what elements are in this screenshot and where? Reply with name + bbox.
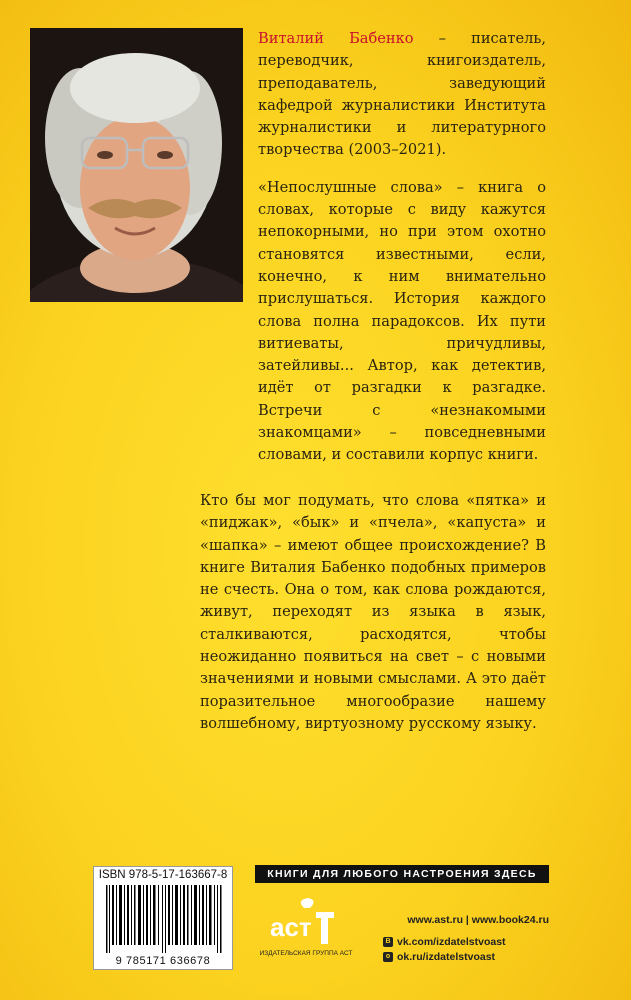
barcode-number: 9 785171 636678	[115, 955, 211, 967]
social-vk[interactable]	[383, 936, 506, 948]
author-photo	[30, 28, 243, 302]
bio-text: – писатель, переводчик, книгоиздатель, преподаватель, заведующий кафедрой журналистики Института журналистики и литературного творчества (2003–2021).	[258, 30, 546, 159]
bio-paragraph	[258, 28, 546, 162]
isbn-barcode-box	[93, 866, 233, 970]
ok-icon: o	[383, 952, 393, 962]
description-block-2	[200, 490, 546, 735]
barcode-icon	[104, 885, 224, 953]
publisher-logo-icon	[268, 898, 340, 948]
vk-icon: B	[383, 937, 393, 947]
tagline-banner: КНИГИ ДЛЯ ЛЮБОГО НАСТРОЕНИЯ ЗДЕСЬ	[255, 865, 549, 883]
publisher-label: ИЗДАТЕЛЬСКАЯ ГРУППА АСТ	[259, 950, 353, 957]
description-paragraph-1: «Непослушные слова» – книга о словах, которые с виду кажутся непокорными, но при этом охотно становятся известными, если, конечно, к ним внимательно прислушаться. История каждого слова полна парадоксов. Их пути витиеваты, причудливы, затейливы... Автор, как детектив, идёт от разгадки к разгадке. Встречи с «незнакомыми знакомцами» – повседневными словами, и составили корпус книги.	[258, 178, 546, 464]
author-name: Виталий Бабенко	[258, 30, 414, 47]
ok-link[interactable]: ok.ru/izdatelstvoast	[397, 951, 496, 963]
bio-text-block	[258, 28, 546, 482]
social-ok[interactable]	[383, 951, 495, 963]
website-links[interactable]: www.ast.ru | www.book24.ru	[407, 914, 549, 926]
isbn-label: ISBN 978-5-17-163667-8	[98, 869, 228, 881]
vk-link[interactable]: vk.com/izdatelstvoast	[397, 936, 506, 948]
logo-text: аст	[270, 912, 312, 942]
description-paragraph-2: Кто бы мог подумать, что слова «пятка» и «пиджак», «бык» и «пчела», «капуста» и «шапка» – имеют общее происхождение? В книге Виталия Бабенко подобных примеров не счесть. Она о том, как слова рождаются, живут, переходят из языка в язык, сталкиваются, расходятся, чтобы неожиданно появиться на свет – с новыми значениями и новыми смыслами. А это даёт поразительное многообразие нашему волшебному, виртуозному русскому языку.	[200, 492, 546, 732]
